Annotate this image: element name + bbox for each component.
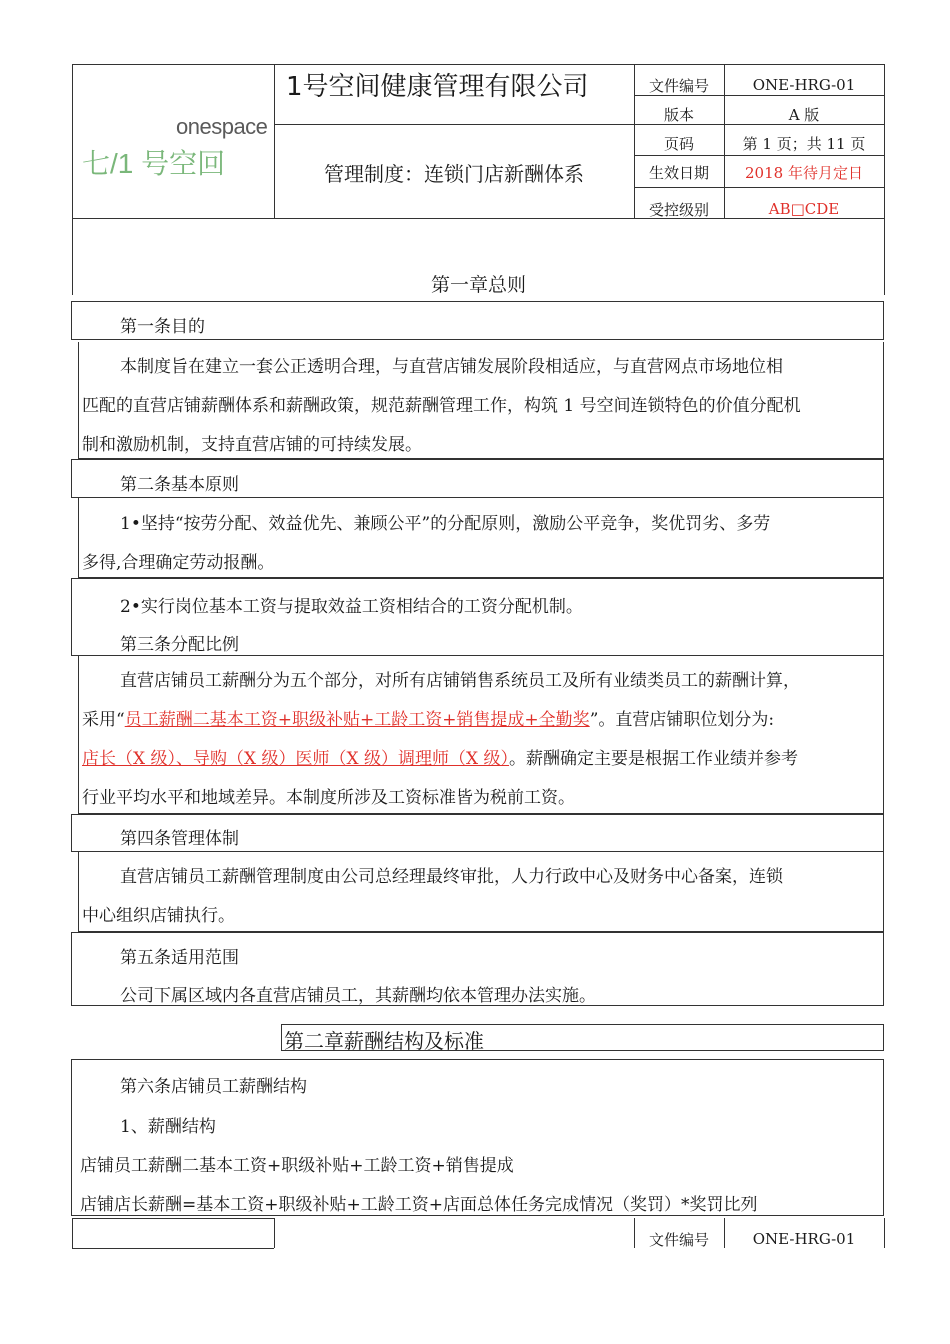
meta-label-page: 页码 xyxy=(663,134,694,153)
rule xyxy=(634,187,885,188)
rule xyxy=(72,64,885,65)
manager-salary-formula: 店铺店长薪酬=基本工资+职级补贴+工龄工资+店面总体任务完成情况（奖罚）*奖罚比列 xyxy=(80,1195,758,1215)
meta-value-file-no: ONE-HRG-01 xyxy=(752,76,856,94)
article-1-body xyxy=(82,348,882,465)
rule xyxy=(72,64,73,295)
article-2-p1-line: 多得,合理确定劳动报酬。 xyxy=(82,553,275,573)
article-5-text: 公司下属区域内各直营店铺员工，其薪酬均依本管理办法实施。 xyxy=(120,986,596,1006)
chapter-1-title: 第一章总则 xyxy=(430,274,526,296)
position-levels-link[interactable]: 店长（X 级）、导购（X 级）医师（X 级）调理师（X 级） xyxy=(82,749,510,769)
rule xyxy=(72,1218,274,1219)
article-3-title: 第三条分配比例 xyxy=(120,635,239,655)
article-1-line: 匹配的直营店铺薪酬体系和薪酬政策，规范薪酬管理工作，构筑 1 号空间连锁特色的价值分配机 xyxy=(82,396,801,416)
article-5-title: 第五条适用范围 xyxy=(120,948,239,968)
article-4-line: 直营店铺员工薪酬管理制度由公司总经理最终审批，人力行政中心及财务中心备案，连锁 xyxy=(120,867,783,887)
article-6-subtitle: 1、薪酬结构 xyxy=(120,1117,216,1137)
rule xyxy=(72,1248,274,1249)
article-6-title: 第六条店铺员工薪酬结构 xyxy=(120,1077,307,1097)
rule xyxy=(884,64,885,295)
rule xyxy=(72,1218,73,1248)
company-name: 1号空间健康管理有限公司 xyxy=(286,72,589,102)
meta-label-control-level: 受控级别 xyxy=(648,200,709,219)
rule xyxy=(78,342,79,459)
article-3-body xyxy=(82,662,882,818)
salary-formula-link[interactable]: 员工薪酬二基本工资+职级补贴+工龄工资+销售提成+全勤奖 xyxy=(124,710,590,730)
article-4-line: 中心组织店铺执行。 xyxy=(82,906,235,926)
meta-value-page: 第 1 页；共 11 页 xyxy=(742,134,866,153)
meta-label-file-no: 文件编号 xyxy=(648,76,709,95)
article-3-line xyxy=(82,701,882,740)
meta-label-version: 版本 xyxy=(663,105,694,124)
rule xyxy=(884,1218,885,1248)
rule xyxy=(274,1218,275,1248)
footer-file-no-label: 文件编号 xyxy=(648,1230,709,1249)
article-1-line: 本制度旨在建立一套公正透明合理，与直营店铺发展阶段相适应，与直营网点市场地位相 xyxy=(120,357,783,377)
meta-value-effective-date: 2018 年待月定日 xyxy=(745,163,863,182)
article-2-p1 xyxy=(82,505,882,583)
doc-title: 管理制度：连锁门店新酬体系 xyxy=(324,162,584,186)
article-3-line: 直营店铺员工薪酬分为五个部分，对所有店铺销售系统员工及所有业绩类员工的薪酬计算， xyxy=(120,671,800,691)
article-3-text: 。薪酬确定主要是根据工作业绩并参考 xyxy=(509,749,799,769)
article-3-text: 采用“ xyxy=(82,710,125,730)
rule xyxy=(274,64,275,218)
logo-wordmark: onespace xyxy=(176,114,268,139)
meta-value-control-level: AB□CDE xyxy=(768,200,840,218)
article-2-title: 第二条基本原则 xyxy=(120,475,239,495)
rule xyxy=(274,124,634,125)
article-3-line xyxy=(82,740,882,779)
article-4-body xyxy=(82,858,882,936)
article-2-p1-line: 1•坚持“按劳分配、效益优先、兼顾公平”的分配原则，激励公平竞争，奖优罚劣、多劳 xyxy=(120,514,771,534)
article-4-title: 第四条管理体制 xyxy=(120,829,239,849)
article-3-text: ”。直营店铺职位划分为: xyxy=(589,710,775,730)
meta-label-effective-date: 生效日期 xyxy=(648,163,709,182)
chapter-2-title: 第二章薪酬结构及标准 xyxy=(284,1029,484,1053)
meta-value-version: A 版 xyxy=(788,105,820,124)
article-3-line: 行业平均水平和地域差异。本制度所涉及工资标准皆为税前工资。 xyxy=(82,788,575,808)
staff-salary-formula: 店铺员工薪酬二基本工资+职级补贴+工龄工资+销售提成 xyxy=(80,1156,514,1176)
article-1-title: 第一条目的 xyxy=(120,317,205,337)
footer-file-no-value: ONE-HRG-01 xyxy=(752,1230,856,1248)
article-2-p2: 2•实行岗位基本工资与提取效益工资相结合的工资分配机制。 xyxy=(120,597,583,617)
logo-mark: 七/1 号空回 xyxy=(82,148,226,179)
article-1-line: 制和激励机制，支持直营店铺的可持续发展。 xyxy=(82,435,422,455)
